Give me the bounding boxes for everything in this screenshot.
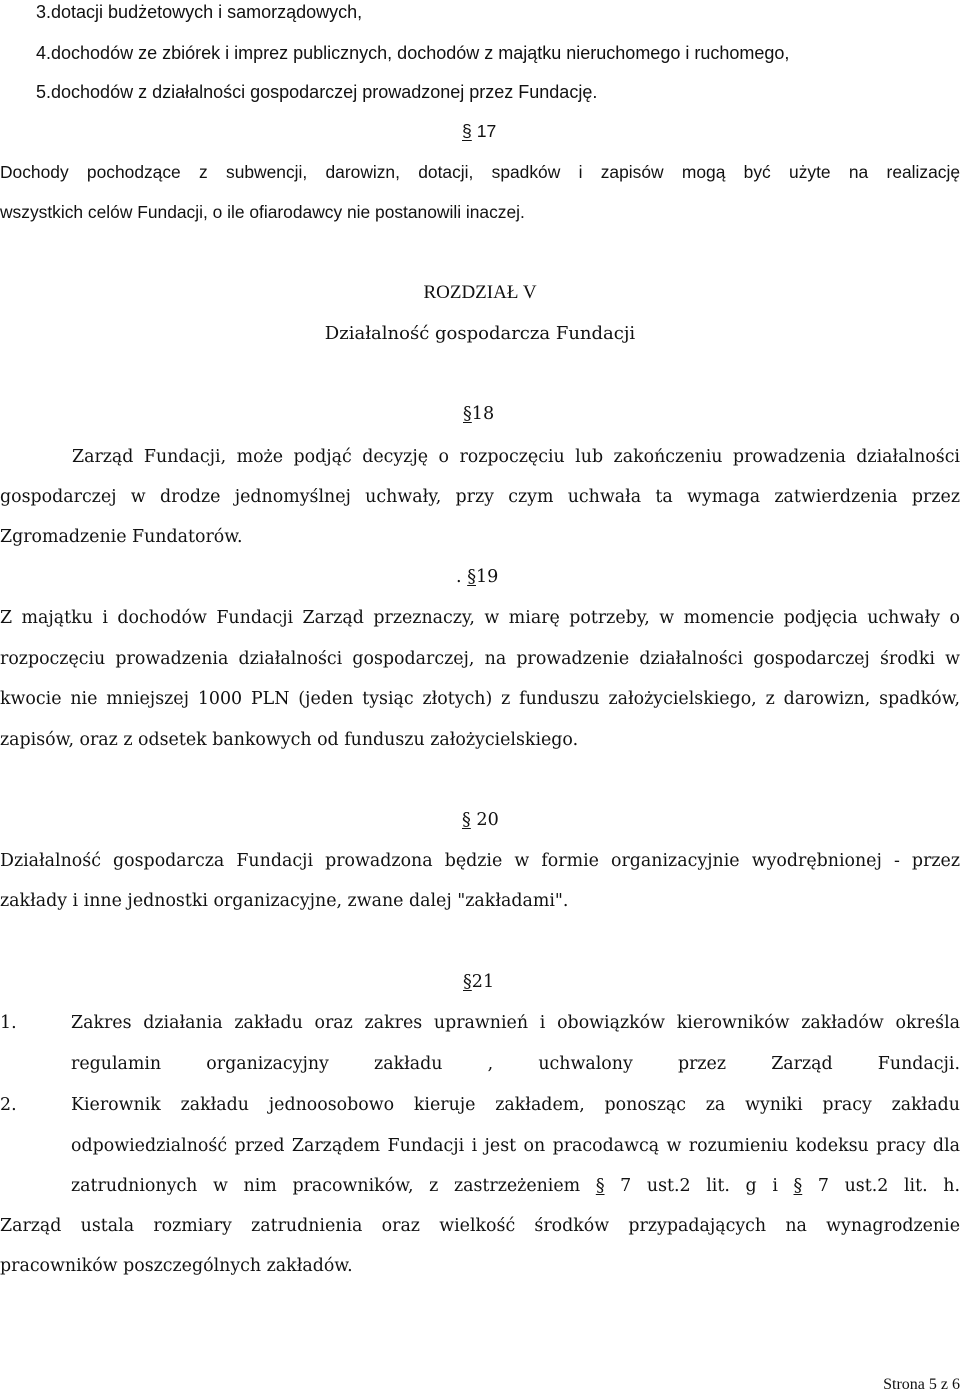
paragraph-sign: §	[462, 810, 471, 830]
paragraph-sign: §	[463, 404, 472, 424]
section-21-item-2-line-3	[71, 1175, 960, 1197]
section-19-line-4: zapisów, oraz z odsetek bankowych od funduszu założycielskiego.	[0, 730, 579, 750]
page-number: Strona 5 z 6	[883, 1376, 960, 1393]
section-number: 17	[476, 121, 497, 141]
list-number-1: 1.	[0, 1013, 17, 1033]
section-17-heading	[462, 120, 496, 142]
paragraph-sign: §	[462, 121, 472, 141]
section-21-closing-line-1: Zarząd ustala rozmiary zatrudnienia oraz wielkość środków przypadających na wynagrodzenie	[0, 1216, 960, 1236]
section-number: 19	[475, 567, 499, 587]
section-21-closing-line-2: pracowników poszczególnych zakładów.	[0, 1256, 353, 1276]
paragraph-sign: §	[467, 567, 476, 587]
section-18-line-2: gospodarczej w drodze jednomyślnej uchwały, przy czym uchwała ta wymaga zatwierdzenia przez	[0, 487, 960, 507]
section-18-line-3: Zgromadzenie Fundatorów.	[0, 527, 243, 547]
list-number-2: 2.	[0, 1095, 17, 1115]
section-19-line-2: rozpoczęciu prowadzenia działalności gospodarczej, na prowadzenie działalności gospodarczej środki w	[0, 649, 960, 669]
section-19-line-3: kwocie nie mniejszej 1000 PLN (jeden tysiąc złotych) z funduszu założycielskiego, z darowizn, spadków,	[0, 689, 960, 709]
list-item-5: 5.dochodów z działalności gospodarczej prowadzonej przez Fundację.	[36, 82, 598, 102]
section-21-item-2-line-1: Kierownik zakładu jednoosobowo kieruje zakładem, ponosząc za wyniki pracy zakładu	[71, 1095, 960, 1115]
section-20-heading	[462, 809, 499, 831]
section-20-line-1: Działalność gospodarcza Fundacji prowadzona będzie w formie organizacyjnie wyodrębnionej - przez	[0, 851, 960, 871]
section-19-heading	[456, 566, 498, 588]
section-20-line-2: zakłady i inne jednostki organizacyjne, zwane dalej "zakładami".	[0, 891, 569, 911]
section-17-line-2: wszystkich celów Fundacji, o ile ofiarodawcy nie postanowili inaczej.	[0, 202, 525, 222]
section-18-line-1: Zarząd Fundacji, może podjąć decyzję o rozpoczęciu lub zakończeniu prowadzenia działalności	[72, 447, 960, 467]
section-number: 21	[471, 972, 495, 992]
section-19-line-1: Z majątku i dochodów Fundacji Zarząd przeznaczy, w miarę potrzeby, w momencie podjęcia uchwały o	[0, 608, 960, 628]
text-segment: zatrudnionych w nim pracowników, z zastrzeżeniem	[71, 1176, 596, 1196]
paragraph-sign: §	[793, 1176, 803, 1196]
list-item-4: 4.dochodów ze zbiórek i imprez publicznych, dochodów z majątku nieruchomego i ruchomego,	[36, 43, 790, 63]
chapter-title: ROZDZIAŁ V	[423, 282, 537, 303]
text-segment: 7 ust.2 lit. h.	[802, 1176, 960, 1196]
section-21-item-2-line-2: odpowiedzialność przed Zarządem Fundacji i jest on pracodawcą w rozumieniu kodeksu pracy dla	[71, 1136, 960, 1156]
section-21-heading	[463, 971, 494, 993]
section-17-line-1: Dochody pochodzące z subwencji, darowizn, dotacji, spadków i zapisów mogą być użyte na realizację	[0, 162, 960, 182]
section-number: 20	[476, 810, 499, 830]
section-prefix: .	[456, 567, 468, 587]
section-21-item-1-line-1: Zakres działania zakładu oraz zakres uprawnień i obowiązków kierowników zakładów określa	[71, 1013, 960, 1033]
list-item-3: 3.dotacji budżetowych i samorządowych,	[36, 2, 363, 22]
text-segment: 7 ust.2 lit. g i	[604, 1176, 794, 1196]
paragraph-sign: §	[595, 1176, 605, 1196]
section-18-heading	[463, 403, 494, 425]
section-21-item-1-line-2: regulamin organizacyjny zakładu , uchwalony przez Zarząd Fundacji.	[71, 1054, 960, 1074]
section-number: 18	[471, 404, 495, 424]
paragraph-sign: §	[463, 972, 472, 992]
chapter-subtitle: Działalność gospodarcza Fundacji	[324, 323, 636, 344]
